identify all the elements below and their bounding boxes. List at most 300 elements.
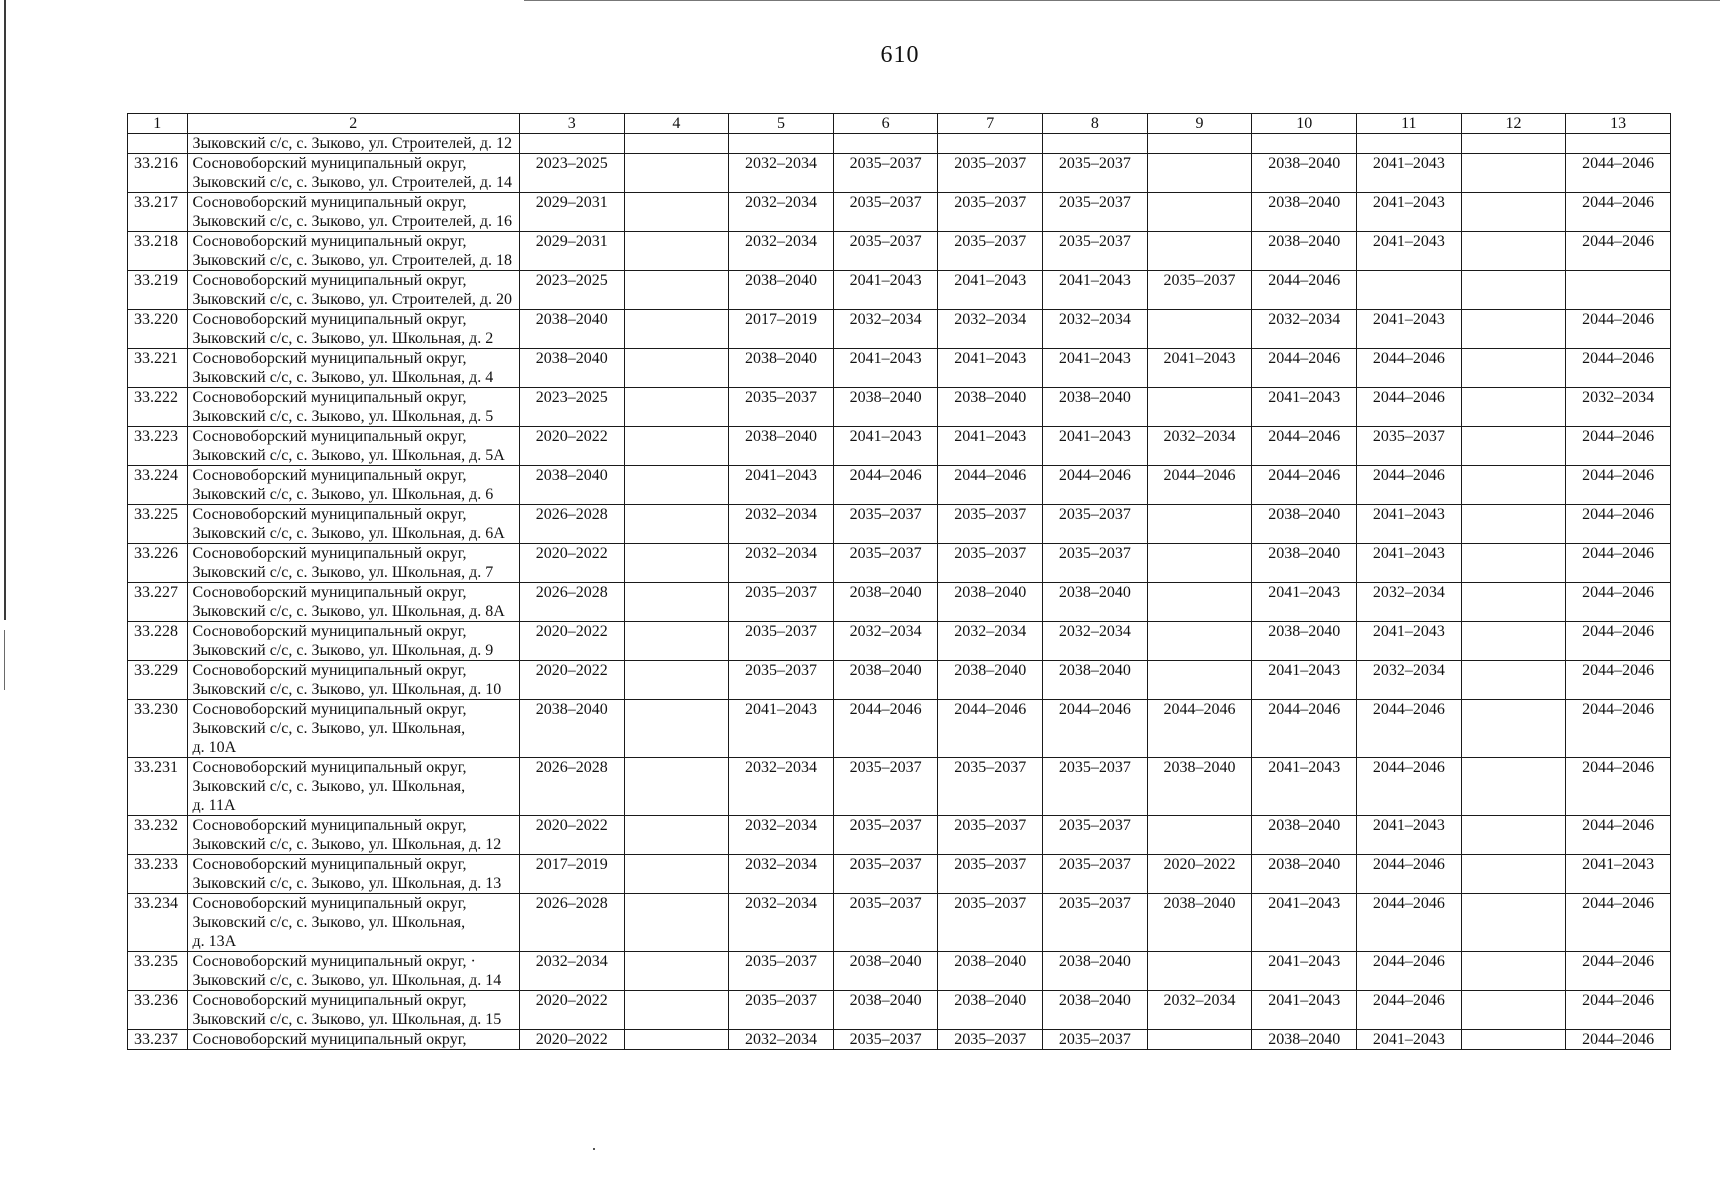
period-cell: 2038–2040 [1252,816,1357,855]
column-header: 4 [624,114,729,134]
period-cell: 2020–2022 [519,544,624,583]
period-cell: 2041–2043 [1147,349,1252,388]
period-cell: 2038–2040 [938,661,1043,700]
period-cell: 2041–2043 [1357,232,1462,271]
table-row [128,310,1671,349]
period-cell: 2038–2040 [1043,952,1148,991]
period-cell [624,583,729,622]
period-cell: 2044–2046 [1566,816,1671,855]
period-cell: 2041–2043 [1357,544,1462,583]
period-cell: 2017–2019 [729,310,834,349]
table-row [128,427,1671,466]
address-cell: Сосновоборский муниципальный округ, Зыковский с/с, с. Зыково, ул. Школьная, д. 6А [187,505,519,544]
period-cell: 2038–2040 [833,583,938,622]
period-cell: 2041–2043 [1566,855,1671,894]
table-row [128,894,1671,952]
period-cell: 2020–2022 [519,1030,624,1050]
address-cell: Сосновоборский муниципальный округ, Зыковский с/с, с. Зыково, ул. Строителей, д. 16 [187,193,519,232]
period-cell: 2044–2046 [1566,505,1671,544]
period-cell [624,466,729,505]
period-cell: 2038–2040 [1252,193,1357,232]
period-cell: 2035–2037 [1147,271,1252,310]
period-cell [1252,134,1357,154]
period-cell: 2044–2046 [1252,349,1357,388]
period-cell: 2044–2046 [1566,154,1671,193]
period-cell: 2044–2046 [1357,466,1462,505]
period-cell [1461,466,1566,505]
period-cell: 2044–2046 [938,700,1043,758]
period-cell: 2032–2034 [729,1030,834,1050]
address-cell: Сосновоборский муниципальный округ, Зыковский с/с, с. Зыково, ул. Строителей, д. 18 [187,232,519,271]
period-cell [624,894,729,952]
period-cell: 2041–2043 [938,427,1043,466]
address-cell: Сосновоборский муниципальный округ, Зыковский с/с, с. Зыково, ул. Школьная, д. 2 [187,310,519,349]
period-cell: 2035–2037 [833,505,938,544]
address-cell: Зыковский с/с, с. Зыково, ул. Строителей, д. 12 [187,134,519,154]
period-cell [1147,193,1252,232]
table-row [128,855,1671,894]
table-row [128,544,1671,583]
period-cell [1461,700,1566,758]
period-cell: 2035–2037 [938,855,1043,894]
address-cell: Сосновоборский муниципальный округ, Зыковский с/с, с. Зыково, ул. Школьная, д. 6 [187,466,519,505]
period-cell: 2041–2043 [1357,816,1462,855]
column-header: 1 [128,114,188,134]
row-number-cell: 33.227 [128,583,188,622]
period-cell: 2035–2037 [729,991,834,1030]
period-cell: 2017–2019 [519,855,624,894]
period-cell: 2032–2034 [1043,622,1148,661]
period-cell: 2035–2037 [729,388,834,427]
period-cell: 2020–2022 [519,622,624,661]
period-cell: 2041–2043 [1357,310,1462,349]
address-cell: Сосновоборский муниципальный округ, Зыковский с/с, с. Зыково, ул. Школьная, д. 8А [187,583,519,622]
address-cell: Сосновоборский муниципальный округ, Зыковский с/с, с. Зыково, ул. Школьная, д. 5 [187,388,519,427]
scan-edge-left-fragment [4,630,5,690]
period-cell [833,134,938,154]
period-cell: 2032–2034 [833,310,938,349]
period-cell: 2032–2034 [729,544,834,583]
period-cell [1461,1030,1566,1050]
period-cell: 2044–2046 [1566,466,1671,505]
period-cell: 2023–2025 [519,388,624,427]
period-cell: 2038–2040 [729,349,834,388]
address-cell: Сосновоборский муниципальный округ, · Зыковский с/с, с. Зыково, ул. Школьная, д. 14 [187,952,519,991]
address-cell: Сосновоборский муниципальный округ, Зыковский с/с, с. Зыково, ул. Строителей, д. 14 [187,154,519,193]
period-cell: 2041–2043 [1043,271,1148,310]
period-cell: 2044–2046 [1566,193,1671,232]
period-cell: 2044–2046 [1252,271,1357,310]
row-number-cell: 33.224 [128,466,188,505]
period-cell: 2032–2034 [938,622,1043,661]
period-cell [1461,855,1566,894]
period-cell: 2035–2037 [1043,1030,1148,1050]
period-cell: 2044–2046 [1566,991,1671,1030]
period-cell [519,134,624,154]
row-number-cell [128,134,188,154]
period-cell: 2038–2040 [833,952,938,991]
period-cell [1461,544,1566,583]
period-cell [624,661,729,700]
row-number-cell: 33.229 [128,661,188,700]
period-cell: 2038–2040 [1252,1030,1357,1050]
period-cell: 2038–2040 [833,661,938,700]
period-cell: 2035–2037 [1043,816,1148,855]
period-cell [624,991,729,1030]
period-cell: 2038–2040 [1043,661,1148,700]
period-cell [624,1030,729,1050]
period-cell: 2041–2043 [1357,193,1462,232]
period-cell: 2038–2040 [833,388,938,427]
period-cell: 2032–2034 [729,232,834,271]
period-cell [1461,154,1566,193]
period-cell: 2035–2037 [938,816,1043,855]
period-cell: 2026–2028 [519,894,624,952]
period-cell: 2035–2037 [833,193,938,232]
row-number-cell: 33.225 [128,505,188,544]
period-cell: 2020–2022 [1147,855,1252,894]
period-cell: 2041–2043 [1252,661,1357,700]
period-cell: 2032–2034 [938,310,1043,349]
period-cell: 2038–2040 [1147,894,1252,952]
row-number-cell: 33.220 [128,310,188,349]
period-cell: 2038–2040 [1252,505,1357,544]
period-cell: 2038–2040 [1043,388,1148,427]
period-cell: 2044–2046 [1566,583,1671,622]
period-cell: 2044–2046 [833,466,938,505]
column-header: 10 [1252,114,1357,134]
period-cell: 2035–2037 [1043,232,1148,271]
address-cell: Сосновоборский муниципальный округ, Зыковский с/с, с. Зыково, ул. Школьная, д. 9 [187,622,519,661]
period-cell: 2035–2037 [833,894,938,952]
table-row [128,271,1671,310]
table-body [128,134,1671,1050]
schedule-table-wrapper [127,113,1671,1050]
period-cell [1043,134,1148,154]
period-cell: 2038–2040 [1043,991,1148,1030]
period-cell: 2032–2034 [1147,991,1252,1030]
row-number-cell: 33.228 [128,622,188,661]
column-header: 6 [833,114,938,134]
period-cell: 2038–2040 [1147,758,1252,816]
row-number-cell: 33.217 [128,193,188,232]
period-cell: 2044–2046 [1357,349,1462,388]
period-cell: 2020–2022 [519,991,624,1030]
period-cell: 2044–2046 [1043,466,1148,505]
period-cell [1357,271,1462,310]
period-cell: 2044–2046 [1566,232,1671,271]
column-header: 11 [1357,114,1462,134]
period-cell: 2044–2046 [1147,466,1252,505]
column-header: 7 [938,114,1043,134]
period-cell [624,505,729,544]
period-cell: 2041–2043 [729,466,834,505]
period-cell [1461,232,1566,271]
period-cell [1147,505,1252,544]
period-cell [1566,134,1671,154]
period-cell: 2038–2040 [1252,544,1357,583]
period-cell [624,855,729,894]
table-row [128,232,1671,271]
period-cell: 2038–2040 [1252,855,1357,894]
period-cell [624,310,729,349]
address-cell: Сосновоборский муниципальный округ, [187,1030,519,1050]
period-cell: 2044–2046 [1357,952,1462,991]
period-cell: 2044–2046 [1357,894,1462,952]
period-cell: 2038–2040 [519,466,624,505]
period-cell: 2020–2022 [519,427,624,466]
period-cell [1461,816,1566,855]
period-cell: 2038–2040 [729,271,834,310]
period-cell: 2032–2034 [1043,310,1148,349]
table-row [128,154,1671,193]
period-cell [938,134,1043,154]
period-cell: 2032–2034 [729,193,834,232]
period-cell: 2038–2040 [938,952,1043,991]
address-cell: Сосновоборский муниципальный округ, Зыковский с/с, с. Зыково, ул. Школьная, д. 5А [187,427,519,466]
period-cell: 2032–2034 [729,894,834,952]
row-number-cell: 33.235 [128,952,188,991]
period-cell: 2041–2043 [1252,991,1357,1030]
period-cell [1147,661,1252,700]
period-cell: 2032–2034 [729,154,834,193]
period-cell: 2044–2046 [1357,991,1462,1030]
period-cell: 2044–2046 [833,700,938,758]
period-cell: 2035–2037 [938,1030,1043,1050]
period-cell: 2041–2043 [1357,154,1462,193]
table-row [128,388,1671,427]
period-cell: 2032–2034 [1252,310,1357,349]
table-row [128,700,1671,758]
period-cell [624,232,729,271]
period-cell: 2035–2037 [938,758,1043,816]
period-cell: 2035–2037 [729,622,834,661]
row-number-cell: 33.218 [128,232,188,271]
period-cell: 2035–2037 [729,583,834,622]
period-cell: 2041–2043 [938,271,1043,310]
period-cell: 2035–2037 [938,544,1043,583]
period-cell: 2032–2034 [729,505,834,544]
period-cell: 2044–2046 [1566,622,1671,661]
period-cell: 2035–2037 [938,232,1043,271]
row-number-cell: 33.226 [128,544,188,583]
table-row [128,622,1671,661]
period-cell [1147,952,1252,991]
row-number-cell: 33.231 [128,758,188,816]
period-cell: 2041–2043 [1252,758,1357,816]
period-cell: 2038–2040 [938,991,1043,1030]
table-row [128,466,1671,505]
period-cell: 2044–2046 [938,466,1043,505]
column-header: 5 [729,114,834,134]
row-number-cell: 33.216 [128,154,188,193]
row-number-cell: 33.230 [128,700,188,758]
period-cell [1461,193,1566,232]
row-number-cell: 33.221 [128,349,188,388]
period-cell: 2044–2046 [1357,758,1462,816]
period-cell [1461,134,1566,154]
period-cell [1461,388,1566,427]
period-cell: 2035–2037 [729,661,834,700]
period-cell [624,952,729,991]
period-cell: 2029–2031 [519,193,624,232]
period-cell: 2038–2040 [938,388,1043,427]
period-cell: 2035–2037 [833,855,938,894]
period-cell: 2041–2043 [1357,1030,1462,1050]
period-cell: 2044–2046 [1252,427,1357,466]
period-cell: 2026–2028 [519,758,624,816]
period-cell [1461,758,1566,816]
period-cell [624,134,729,154]
row-number-cell: 33.223 [128,427,188,466]
period-cell: 2029–2031 [519,232,624,271]
period-cell [624,816,729,855]
period-cell: 2035–2037 [1043,758,1148,816]
period-cell [1461,894,1566,952]
period-cell: 2035–2037 [833,758,938,816]
row-number-cell: 33.219 [128,271,188,310]
table-row [128,816,1671,855]
period-cell [1147,622,1252,661]
period-cell: 2035–2037 [833,1030,938,1050]
period-cell [1461,427,1566,466]
period-cell: 2038–2040 [938,583,1043,622]
period-cell [1461,349,1566,388]
address-cell: Сосновоборский муниципальный округ, Зыковский с/с, с. Зыково, ул. Школьная, д. 7 [187,544,519,583]
period-cell: 2044–2046 [1566,758,1671,816]
period-cell: 2041–2043 [1043,427,1148,466]
period-cell [624,544,729,583]
table-row [128,505,1671,544]
period-cell: 2041–2043 [729,700,834,758]
row-number-cell: 33.234 [128,894,188,952]
period-cell: 2020–2022 [519,661,624,700]
period-cell: 2032–2034 [1357,583,1462,622]
row-number-cell: 33.222 [128,388,188,427]
period-cell: 2035–2037 [1043,544,1148,583]
period-cell [624,758,729,816]
period-cell [624,700,729,758]
schedule-table [127,113,1671,1050]
period-cell: 2044–2046 [1147,700,1252,758]
period-cell: 2023–2025 [519,154,624,193]
period-cell: 2032–2034 [519,952,624,991]
period-cell: 2035–2037 [1043,193,1148,232]
period-cell [1147,310,1252,349]
period-cell [1461,991,1566,1030]
scan-edge-left [4,0,6,620]
period-cell: 2044–2046 [1566,1030,1671,1050]
period-cell [624,427,729,466]
period-cell [1461,271,1566,310]
period-cell: 2044–2046 [1252,466,1357,505]
period-cell: 2035–2037 [833,816,938,855]
period-cell [1147,816,1252,855]
table-row [128,758,1671,816]
period-cell: 2035–2037 [833,154,938,193]
period-cell [1357,134,1462,154]
period-cell: 2038–2040 [729,427,834,466]
address-cell: Сосновоборский муниципальный округ, Зыковский с/с, с. Зыково, ул. Школьная, д. 15 [187,991,519,1030]
table-row [128,134,1671,154]
scan-speck [593,1148,595,1150]
address-cell: Сосновоборский муниципальный округ, Зыковский с/с, с. Зыково, ул. Школьная, д. 13 [187,855,519,894]
period-cell: 2041–2043 [833,349,938,388]
period-cell [624,271,729,310]
table-row [128,952,1671,991]
period-cell: 2035–2037 [1043,154,1148,193]
column-header: 3 [519,114,624,134]
period-cell [624,349,729,388]
period-cell: 2032–2034 [1566,388,1671,427]
period-cell: 2026–2028 [519,505,624,544]
period-cell: 2041–2043 [1357,622,1462,661]
table-row [128,349,1671,388]
table-row [128,193,1671,232]
period-cell: 2020–2022 [519,816,624,855]
period-cell: 2038–2040 [519,310,624,349]
period-cell: 2044–2046 [1566,700,1671,758]
period-cell: 2035–2037 [938,505,1043,544]
period-cell [1461,583,1566,622]
period-cell: 2044–2046 [1566,894,1671,952]
period-cell: 2041–2043 [1252,388,1357,427]
period-cell [1147,1030,1252,1050]
period-cell: 2026–2028 [519,583,624,622]
column-header: 2 [187,114,519,134]
period-cell [1461,505,1566,544]
period-cell: 2041–2043 [938,349,1043,388]
period-cell: 2032–2034 [1357,661,1462,700]
period-cell [624,622,729,661]
period-cell: 2041–2043 [833,427,938,466]
column-header: 9 [1147,114,1252,134]
row-number-cell: 33.233 [128,855,188,894]
row-number-cell: 33.237 [128,1030,188,1050]
period-cell: 2044–2046 [1566,661,1671,700]
period-cell [1461,661,1566,700]
period-cell [1461,952,1566,991]
period-cell: 2023–2025 [519,271,624,310]
period-cell: 2044–2046 [1566,544,1671,583]
period-cell: 2038–2040 [519,700,624,758]
address-cell: Сосновоборский муниципальный округ, Зыковский с/с, с. Зыково, ул. Школьная, д. 12 [187,816,519,855]
period-cell: 2041–2043 [1357,505,1462,544]
page-number: 610 [880,42,920,68]
period-cell: 2044–2046 [1357,855,1462,894]
period-cell: 2032–2034 [833,622,938,661]
period-cell: 2041–2043 [1252,583,1357,622]
period-cell: 2035–2037 [938,154,1043,193]
period-cell: 2038–2040 [1252,154,1357,193]
period-cell [1147,232,1252,271]
period-cell: 2038–2040 [833,991,938,1030]
period-cell [1461,622,1566,661]
period-cell [624,388,729,427]
period-cell [1147,154,1252,193]
period-cell [1147,388,1252,427]
period-cell: 2044–2046 [1357,700,1462,758]
period-cell: 2044–2046 [1566,427,1671,466]
table-row [128,583,1671,622]
table-row [128,1030,1671,1050]
period-cell: 2038–2040 [1252,622,1357,661]
period-cell [1147,134,1252,154]
period-cell: 2044–2046 [1252,700,1357,758]
period-cell [1461,310,1566,349]
period-cell [1566,271,1671,310]
period-cell: 2035–2037 [833,544,938,583]
